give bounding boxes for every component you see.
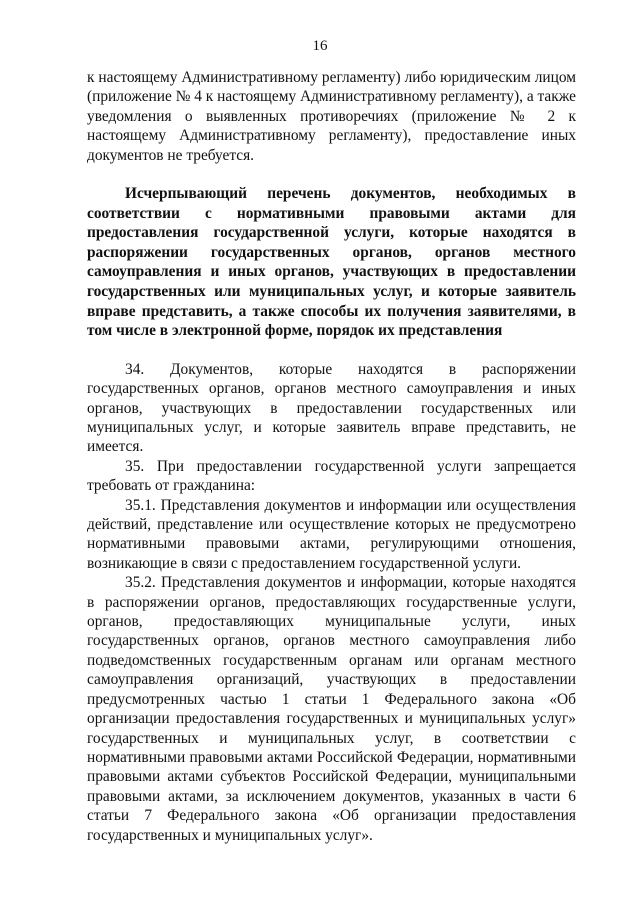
page-number: 16 — [312, 38, 328, 54]
paragraph-34: 34. Документов, которые находятся в распоряжении государственных органов, органов местного самоуправления и иных органов, участвующих в предоставлении государственных или муниципальных услуг, и которые заявитель вправе представить, не имеется. — [87, 360, 576, 456]
section-heading: Исчерпывающий перечень документов, необходимых в соответствии с нормативными правовыми актами для предоставления государственной услуги, которые находятся в распоряжении государственных органов, органов местного самоуправления и иных органов, участвующих в предоставлении государственных или муниципальных услуг, и которые заявитель вправе представить, а также способы их получения заявителями, в том числе в электронной форме, порядок их представления — [87, 185, 576, 340]
page-content — [87, 68, 576, 845]
paragraph-35-2: 35.2. Представления документов и информации, которые находятся в распоряжении органов, предоставляющих государственные услуги, органов, предоставляющих муниципальные услуги, иных государственных органов, органов местного самоуправления либо подведомственных государственным органам или органам местного самоуправления организаций, участвующих в предоставлении предусмотренных частью 1 статьи 1 Федерального закона «Об организации предоставления государственных и муниципальных услуг» государственных и муниципальных услуг, в соответствии с нормативными правовыми актами Российской Федерации, нормативными правовыми актами субъектов Российской Федерации, муниципальными правовыми актами, за исключением документов, указанных в части 6 статьи 7 Федерального закона «Об организации предоставления государственных и муниципальных услуг». — [87, 574, 576, 844]
intro-paragraph: к настоящему Административному регламенту) либо юридическим лицом (приложение № 4 к настоящему Административному регламенту), а также уведомления о выявленных противоречиях (приложение № 2 к настоящему Административному регламенту), предоставление иных документов не требуется. — [87, 69, 576, 164]
paragraph-35: 35. При предоставлении государственной услуги запрещается требовать от гражданина: — [87, 457, 576, 495]
paragraph-35-1: 35.1. Представления документов и информации или осуществления действий, представление или осуществление которых не предусмотрено нормативными правовыми актами, регулирующими отношения, возникающие в связи с предоставлением государственной услуги. — [87, 496, 576, 572]
